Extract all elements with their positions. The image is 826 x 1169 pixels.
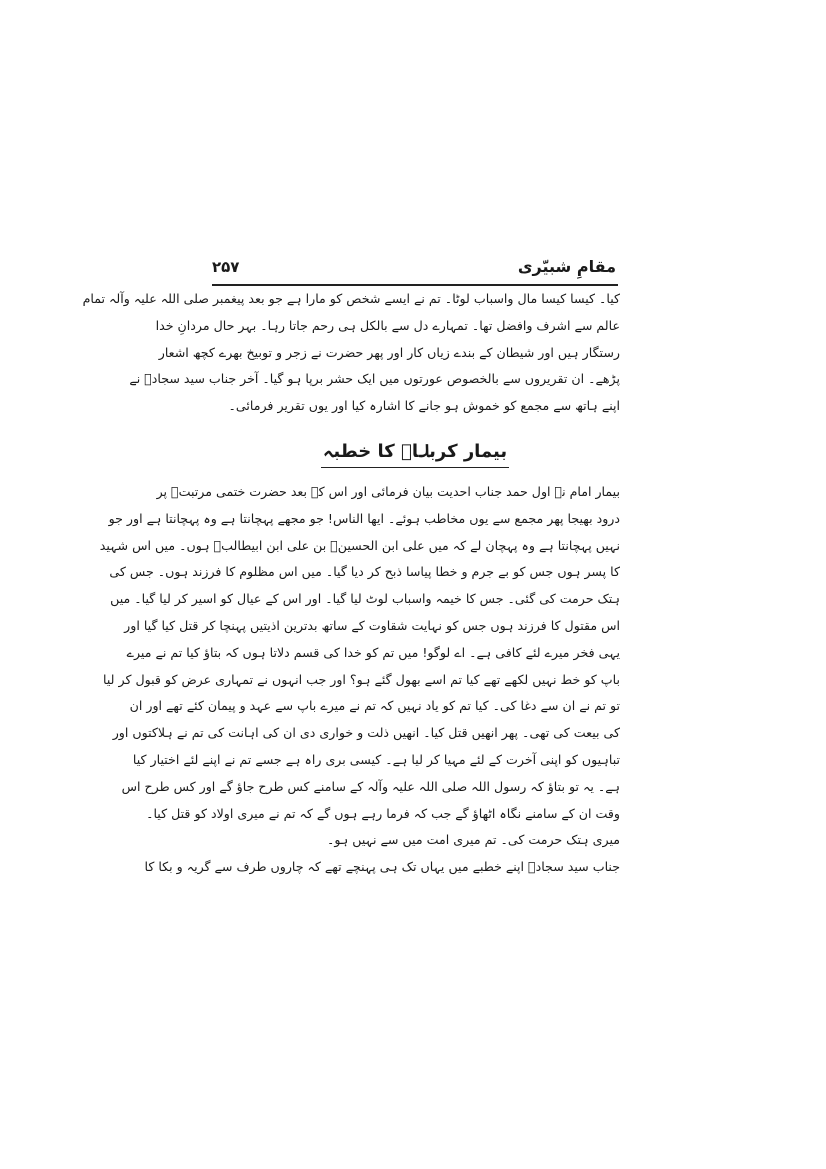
text-line: یہی فخر میرے لئے کافی ہے۔ اے لوگو! میں تم کو خدا کی قسم دلاتا ہوں کہ بتاؤ کیا تم نے میرے <box>126 644 620 660</box>
text-line: درود بھیجا پھر مجمع سے یوں مخاطب ہوئے۔ ایھا الناس! جو مجھے پہچانتا ہے وہ پہچانتا ہے اور جو <box>108 510 620 526</box>
text-line: تو تم نے ان سے دغا کی۔ کیا تم کو یاد نہیں کہ تم نے میرے باپ سے عہد و پیمان کئے تھے اور ان <box>129 698 620 714</box>
paragraph-3 <box>144 854 620 881</box>
paragraph-1 <box>82 286 620 420</box>
text-line: پڑھے۔ ان تقریروں سے بالخصوص عورتوں میں ایک حشر برپا ہو گیا۔ آخر جناب سید سجادؑ نے <box>129 371 620 387</box>
text-line: ہے۔ یہ تو بتاؤ کہ رسول اللہ صلی اللہ علیہ وآلہ کے سامنے کس طرح جاؤ گے اور کس طرح اس <box>121 778 620 794</box>
text-line: میری ہتک حرمت کی۔ تم میری امت میں سے نہیں ہو۔ <box>326 832 620 848</box>
section-heading <box>212 438 618 472</box>
text-line: اس مقتول کا فرزند ہوں جس کو نہایت شقاوت کے ساتھ بدترین اذیتیں پہنچا کر قتل کیا گیا اور <box>124 617 620 633</box>
text-line: اپنے ہاتھ سے مجمع کو خموش ہو جانے کا اشارہ کیا اور یوں تقریر فرمائی۔ <box>228 398 620 414</box>
text-line: کا پسر ہوں جس کو بے جرم و خطا پیاسا ذبح کر دیا گیا۔ میں اس مظلوم کا فرزند ہوں۔ جس کی <box>109 564 620 580</box>
text-line: بیمار امام نے اول حمد جناب احدیت بیان فرمائی اور اس کے بعد حضرت ختمی مرتبتؐ پر <box>156 484 620 499</box>
text-line: کی بیعت کی تھی۔ پھر انھیں قتل کیا۔ انھیں ذلت و خواری دی ان کی اہانت کی تم نے ہلاکتوں اور <box>112 725 620 741</box>
text-line: ہتک حرمت کی گئی۔ جس کا خیمہ واسباب لوٹ لیا گیا۔ اور اس کے عیال کو اسیر کر لیا گیا۔ میں <box>110 591 620 607</box>
text-line: رستگار ہیں اور شیطان کے بندے زیاں کار اور پھر حضرت نے زجر و توبیخ بھرے کچھ اشعار <box>158 344 620 360</box>
text-line: نہیں پہچانتا ہے وہ پہچان لے کہ میں علی ابن الحسینؑ بن علی ابن ابیطالبؑ ہوں۔ میں اس شہید <box>99 537 620 553</box>
text-line: باپ کو خط نہیں لکھے تھے کیا تم اسے بھول گئے ہو؟ اور جب انہوں نے تمہاری عرض کو قبول کر لیا <box>103 671 620 687</box>
page-number: ۲۵۷ <box>212 258 240 276</box>
text-line: تباہیوں کو اپنی آخرت کے لئے مہیا کر لیا ہے۔ کیسی بری راہ ہے جسے تم نے اپنے لئے اختیار کیا <box>132 751 620 767</box>
paragraph-2 <box>99 479 620 854</box>
text-line: وقت ان کے سامنے نگاہ اٹھاؤ گے جب کہ فرما رہے ہوں گے کہ تم نے میری اولاد کو قتل کیا۔ <box>146 805 620 821</box>
text-line: عالم سے اشرف وافضل تھا۔ تمہارے دل سے بالکل ہی رحم جاتا رہا۔ بہر حال مردانِ خدا <box>155 317 620 333</box>
text-line: کیا۔ کیسا کیسا مال واسباب لوٹا۔ تم نے ایسے شخص کو مارا ہے جو بعد پیغمبر صلی اللہ علیہ وآلہ تمام <box>82 291 620 306</box>
text-line: جناب سید سجادؑ اپنے خطبے میں یہاں تک ہی پہنچے تھے کہ چاروں طرف سے گریہ و بکا کا <box>144 859 620 874</box>
running-title: مقامِ شبیّری <box>517 257 616 276</box>
section-heading-text: بیمار کربلاؑ کا خطبہ <box>321 438 509 468</box>
page-header <box>212 255 616 281</box>
